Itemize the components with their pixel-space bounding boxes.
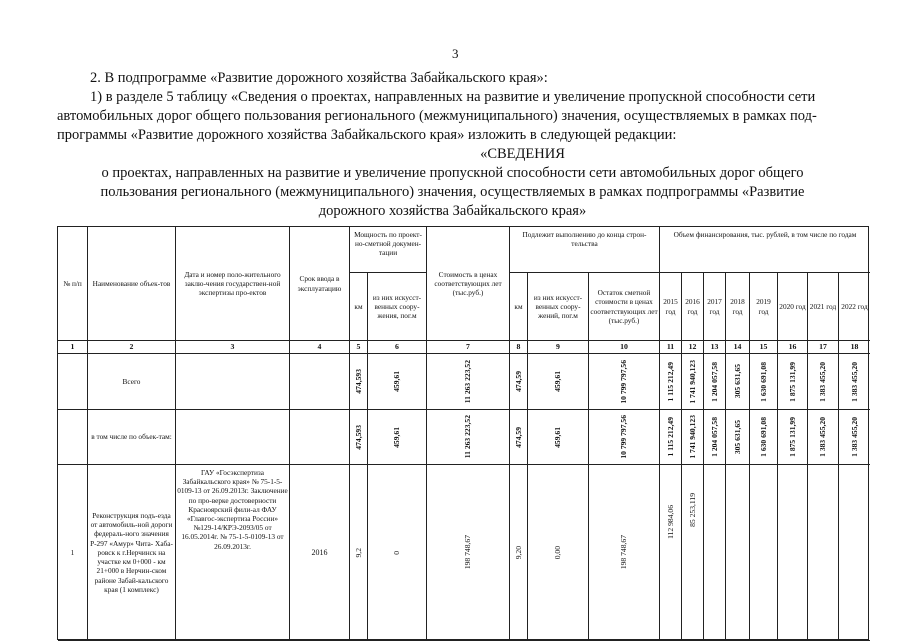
cell-value: 198 748,67 — [619, 535, 629, 570]
header-year-2021: 2021 год — [808, 273, 839, 341]
row-subtotal-remainder — [589, 410, 660, 465]
col-number: 13 — [704, 341, 726, 354]
col-number: 18 — [839, 341, 870, 354]
cell-value: 474,593 — [353, 369, 363, 394]
cell-value: 1 383 455,20 — [818, 361, 828, 402]
cell-value: 459,61 — [392, 371, 402, 392]
cell-value: 1 741 940,123 — [687, 415, 697, 459]
header-expertise: Дата и номер поло-жительного заклю-чения государствен-ной экспертизы про-ектов — [176, 227, 290, 341]
col-number: 3 — [176, 341, 290, 354]
row-total-struct2 — [528, 354, 589, 410]
col-number: 15 — [750, 341, 778, 354]
page-number: 3 — [452, 46, 459, 61]
row-1-km — [350, 465, 368, 641]
row-subtotal-km2 — [510, 410, 528, 465]
col-number: 1 — [58, 341, 88, 354]
col-number: 7 — [427, 341, 510, 354]
row-total-2019 — [750, 354, 778, 410]
cell-value: 11 263 223,52 — [463, 359, 473, 404]
header-capacity: Мощность по проект-но-сметной докумен-тации — [350, 227, 427, 273]
col-number: 6 — [368, 341, 427, 354]
cell-value: 474,593 — [353, 424, 363, 450]
col-number: 14 — [726, 341, 750, 354]
cell-value: 0 — [392, 550, 402, 555]
title-svedeniya: «СВЕДЕНИЯ — [480, 146, 565, 162]
cell-value: 305 631,65 — [732, 419, 742, 455]
row-total-2020 — [778, 354, 808, 410]
cell-value: 1 741 940,123 — [687, 359, 697, 404]
row-total-2015 — [660, 354, 682, 410]
row-total-2018 — [726, 354, 750, 410]
row-subtotal-name: в том числе по объек-там: — [88, 410, 176, 465]
cell-value: 1 875 131,99 — [787, 361, 797, 402]
header-year-2018: 2018 год — [726, 273, 750, 341]
paragraph-line-3: автомобильных дорог общего пользования регионального (межмуниципального) значения, осуществляемых в рамках под- — [57, 108, 817, 124]
header-num: № п/п — [58, 227, 88, 341]
cell-value: 1 383 455,20 — [849, 417, 859, 457]
title-line-3: пользования регионального (межмуниципального) значения, осуществляемых в рамках подпрограммы «Развитие — [100, 184, 805, 200]
title-line-2: о проектах, направленных на развитие и увеличение пропускной способности сети автомобильных дорог общего — [101, 165, 804, 181]
row-1-cost — [427, 465, 510, 641]
header-year-2019: 2019 год — [750, 273, 778, 341]
cell-value: 1 383 455,20 — [849, 361, 859, 402]
row-1-2020 — [778, 465, 808, 641]
row-1-2019 — [750, 465, 778, 641]
paragraph-line-4: программы «Развитие дорожного хозяйства Забайкальского края» изложить в следующей редакции: — [57, 127, 677, 143]
row-subtotal-2021 — [808, 410, 839, 465]
row-total-km2 — [510, 354, 528, 410]
cell-value: 112 984,06 — [665, 505, 675, 539]
row-subtotal-2022 — [839, 410, 870, 465]
row-1-struct — [368, 465, 427, 641]
row-total-remainder — [589, 354, 660, 410]
cell-value: 85 253,119 — [687, 493, 697, 527]
cell-value: 10 799 797,56 — [619, 359, 629, 404]
row-subtotal-2018 — [726, 410, 750, 465]
row-1-2022 — [839, 465, 870, 641]
row-1-2018 — [726, 465, 750, 641]
row-subtotal-2016 — [682, 410, 704, 465]
row-total-2022 — [839, 354, 870, 410]
header-year-2015: 2015 год — [660, 273, 682, 341]
row-subtotal-num — [58, 410, 88, 465]
row-subtotal-2020 — [778, 410, 808, 465]
cell-value: 1 204 057,58 — [709, 361, 719, 402]
header-financing: Объем финансирования, тыс. рублей, в том числе по годам — [660, 227, 870, 273]
cell-value: 459,61 — [553, 426, 563, 448]
row-1-remainder — [589, 465, 660, 641]
cell-value: 1 115 212,49 — [665, 417, 675, 457]
row-subtotal-expertise — [176, 410, 290, 465]
cell-value: 1 875 131,99 — [787, 417, 797, 457]
cell-value: 459,61 — [392, 426, 402, 448]
row-total-km — [350, 354, 368, 410]
col-number: 5 — [350, 341, 368, 354]
row-1-struct2 — [528, 465, 589, 641]
row-1-2015 — [660, 465, 682, 641]
row-1-term: 2016 — [290, 465, 350, 641]
row-total-struct — [368, 354, 427, 410]
header-remainder-cost: Остаток сметной стоимости в ценах соответствующих лет (тыс.руб.) — [589, 273, 660, 341]
row-subtotal-2015 — [660, 410, 682, 465]
cell-value: 1 383 455,20 — [818, 417, 828, 457]
row-total-num — [58, 354, 88, 410]
header-year-2017: 2017 год — [704, 273, 726, 341]
row-subtotal-struct — [368, 410, 427, 465]
row-1-expertise: ГАУ «Госэкспертиза Забайкальского края» № 75-1-5-0109-13 от 26.09.2013г. Заключение по про-верке достоверности Красноярский фили-ал ФАУ «Главгос-экспертиза России» №129-14/КРЭ-2093/05 от 16.05.2014г. № 75-1-5-0109-13 от 26.09.2013г. — [176, 465, 290, 641]
header-km: км — [350, 273, 368, 341]
cell-value: 474,59 — [513, 426, 523, 448]
row-subtotal-term — [290, 410, 350, 465]
header-structures2: из них искусст-венных соору-жений, пог.м — [528, 273, 589, 341]
row-1-num: 1 — [58, 465, 88, 641]
row-subtotal-struct2 — [528, 410, 589, 465]
row-1-2021 — [808, 465, 839, 641]
cell-value: 0,00 — [553, 545, 563, 560]
row-subtotal-2019 — [750, 410, 778, 465]
col-number: 12 — [682, 341, 704, 354]
col-number: 16 — [778, 341, 808, 354]
row-total-2021 — [808, 354, 839, 410]
header-name: Наименование объек-тов — [88, 227, 176, 341]
cell-value: 305 631,65 — [732, 364, 742, 399]
row-total-term — [290, 354, 350, 410]
cell-value: 198 748,67 — [463, 535, 473, 570]
projects-table — [57, 226, 869, 640]
row-1-2016 — [682, 465, 704, 641]
header-structures: из них искусст-венных соору-жения, пог.м — [368, 273, 427, 341]
row-total-name: Всего — [88, 354, 176, 410]
row-total-2017 — [704, 354, 726, 410]
paragraph-line-2: 1) в разделе 5 таблицу «Сведения о проектах, направленных на развитие и увеличение пропускной способности сети — [90, 89, 816, 105]
cell-value: 1 204 057,58 — [709, 417, 719, 457]
col-number: 2 — [88, 341, 176, 354]
cell-value: 474,59 — [513, 371, 523, 392]
cell-value: 1 630 691,08 — [758, 417, 768, 457]
row-subtotal-km — [350, 410, 368, 465]
col-number: 4 — [290, 341, 350, 354]
cell-value: 11 263 223,52 — [463, 415, 473, 459]
col-number: 8 — [510, 341, 528, 354]
row-1-2017 — [704, 465, 726, 641]
title-line-4: дорожного хозяйства Забайкальского края» — [318, 203, 587, 219]
row-1-km2 — [510, 465, 528, 641]
header-cost: Стоимость в ценах соответствующих лет (тыс.руб.) — [427, 227, 510, 341]
header-remaining: Подлежит выполнению до конца стрoн-тельства — [510, 227, 660, 273]
header-year-2022: 2022 год — [839, 273, 870, 341]
cell-value: 9,2 — [353, 547, 363, 558]
paragraph-line-1: 2. В подпрограмме «Развитие дорожного хозяйства Забайкальского края»: — [90, 70, 548, 86]
header-year-2020: 2020 год — [778, 273, 808, 341]
header-year-2016: 2016 год — [682, 273, 704, 341]
cell-value: 1 115 212,49 — [665, 361, 675, 402]
col-number: 11 — [660, 341, 682, 354]
col-number: 17 — [808, 341, 839, 354]
row-total-expertise — [176, 354, 290, 410]
col-number: 10 — [589, 341, 660, 354]
cell-value: 9,20 — [513, 545, 523, 560]
row-total-2016 — [682, 354, 704, 410]
cell-value: 1 630 691,08 — [758, 361, 768, 402]
row-subtotal-cost — [427, 410, 510, 465]
row-total-cost — [427, 354, 510, 410]
cell-value: 459,61 — [553, 371, 563, 392]
cell-value: 10 799 797,56 — [619, 415, 629, 459]
header-km2: км — [510, 273, 528, 341]
row-1-name: Реконструкция подъ-езда от автомобиль-ной дороги федераль-ного значения Р-297 «Амур» Чита- Хаба-ровск к г.Нерчинск на участке км 0+000 - км 21+000 в Нерчин-ском районе Забай-кальского края (1 комплекс) — [88, 465, 176, 641]
col-number: 9 — [528, 341, 589, 354]
header-term: Срок ввода в эксплуатацию — [290, 227, 350, 341]
row-subtotal-2017 — [704, 410, 726, 465]
